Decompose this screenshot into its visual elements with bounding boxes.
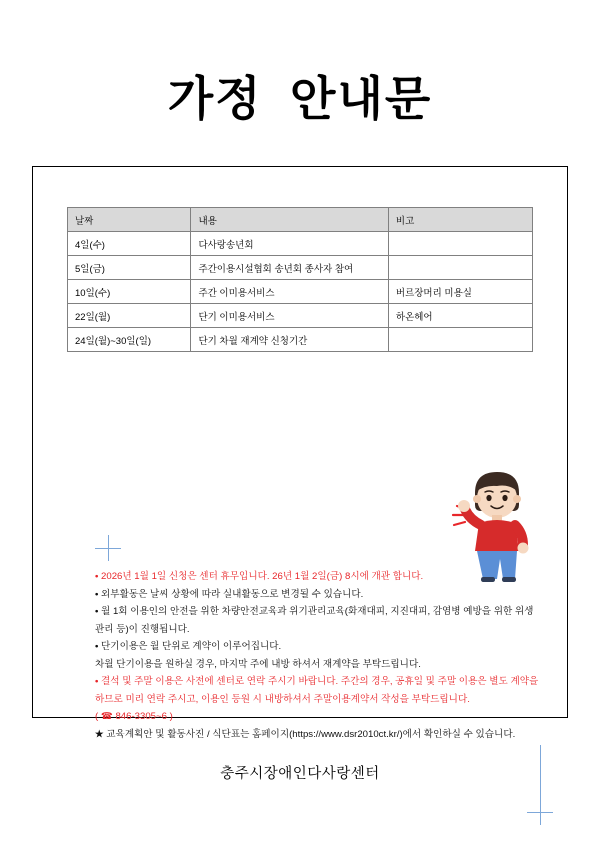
note-text: 외부활동은 날씨 상황에 따라 실내활동으로 변경될 수 있습니다. [101,588,364,600]
note-text: 차월 단기이용을 원하실 경우, 마지막 주에 내방 하셔서 재계약을 부탁드립니다. [95,658,421,670]
row-content: 주간 이미용서비스 [191,280,388,304]
note-text: 월 1회 이용인의 안전을 위한 차량안전교육과 위기관리교육(화재대피, 지진대피, 감염병 예방을 위한 위생관리 등)이 진행됩니다. [95,606,534,635]
row-note [388,256,532,280]
note-text: 2026년 1월 1일 신청은 센터 휴무입니다. 26년 1월 2일(금) 8시에 개관 합니다. [101,571,424,582]
star-icon: ★ [95,728,104,740]
table-row [68,280,533,304]
note-text: ( ☎ 846-3305~6 ) [95,711,173,722]
table-header-note: 비고 [388,208,532,232]
note-item [95,568,541,586]
row-date: 4일(수) [68,232,191,256]
row-content: 단기 차월 재계약 신청기간 [191,328,388,352]
note-item [95,586,541,604]
table-header-content: 내용 [191,208,388,232]
table-row [68,232,533,256]
row-note [388,328,532,352]
notes-block [95,568,541,743]
row-date: 10일(수) [68,280,191,304]
table-header-row [68,208,533,232]
row-content: 주간이용시설협회 송년회 종사자 참여 [191,256,388,280]
note-bullet: • [95,676,99,687]
notice-frame [32,166,568,740]
note-bullet: • [95,606,99,617]
table-row [68,328,533,352]
table-row [68,256,533,280]
row-content: 단기 이미용서비스 [191,304,388,328]
table-row [68,304,533,328]
note-item [95,673,541,708]
note-bullet: • [95,571,99,582]
crop-mark-top-left [95,535,121,561]
row-date: 5일(금) [68,256,191,280]
row-note: 하온헤어 [388,304,532,328]
row-note [388,232,532,256]
row-content: 다사랑송년회 [191,232,388,256]
schedule-table [67,207,533,352]
note-phone [95,708,541,726]
note-text: 교육계획안 및 활동사진 / 식단표는 홈페이지(https://www.dsr2010ct.kr/)에서 확인하실 수 있습니다. [106,728,516,740]
row-date: 24일(월)~30일(일) [68,328,191,352]
footer-organization: 충주시장애인다사랑센터 [220,766,380,782]
note-item [95,656,541,674]
note-bullet: • [95,588,99,600]
note-text: 결석 및 주말 이용은 사전에 센터로 연락 주시기 바랍니다. 주간의 경우, 공휴일 및 주말 이용은 별도 계약을 하므로 미리 연락 주시고, 이용인 등원 시 내방하셔서 주말이용계약서 작성을 부탁드립니다. [95,676,539,705]
note-bullet: • [95,641,99,652]
row-date: 22일(월) [68,304,191,328]
page-title: 가정 안내문 [167,74,433,126]
note-item [95,726,541,744]
row-note: 버르장머리 미용실 [388,280,532,304]
table-header-date: 날짜 [68,208,191,232]
boy-waving-illustration [445,467,555,582]
note-item [95,603,541,638]
note-item [95,638,541,656]
note-text: 단기이용은 월 단위로 계약이 이루어집니다. [101,641,282,652]
